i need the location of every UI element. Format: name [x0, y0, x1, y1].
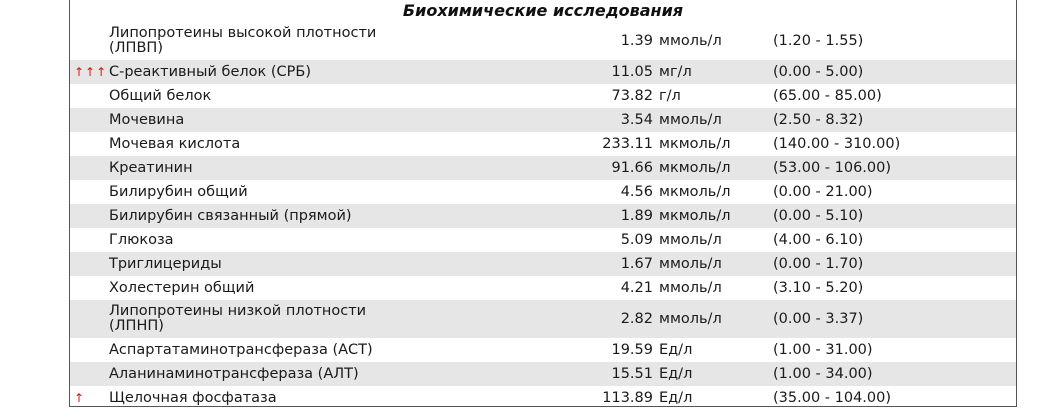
test-name: Общий белок	[109, 88, 212, 104]
test-value: 73.82	[611, 88, 653, 104]
test-value: 1.67	[620, 256, 653, 272]
test-unit: мкмоль/л	[659, 136, 731, 152]
test-value: 3.54	[620, 112, 653, 128]
test-value: 4.21	[620, 280, 653, 296]
test-unit: мкмоль/л	[659, 208, 731, 224]
test-name: Билирубин общий	[109, 184, 248, 200]
test-name: Аспартатаминотрансфераза (АСТ)	[109, 342, 373, 358]
result-row	[70, 252, 1016, 276]
test-value: 2.82	[620, 311, 653, 327]
reference-range: (65.00 - 85.00)	[773, 88, 882, 104]
reference-range: (0.00 - 21.00)	[773, 184, 873, 200]
test-unit: мкмоль/л	[659, 160, 731, 176]
test-name: Мочевина	[109, 112, 185, 128]
result-row	[70, 386, 1016, 410]
reference-range: (1.20 - 1.55)	[773, 33, 864, 49]
results-rows	[70, 22, 1016, 410]
test-unit: ммоль/л	[659, 232, 722, 248]
test-value: 4.56	[620, 184, 653, 200]
test-value: 1.89	[620, 208, 653, 224]
test-name: Липопротеины высокой плотности (ЛПВП)	[109, 25, 377, 56]
reference-range: (0.00 - 5.10)	[773, 208, 864, 224]
reference-range: (0.00 - 3.37)	[773, 311, 864, 327]
result-row	[70, 132, 1016, 156]
result-row	[70, 338, 1016, 362]
section-title: Биохимические исследования	[402, 1, 684, 20]
result-row	[70, 22, 1016, 60]
result-row	[70, 84, 1016, 108]
reference-range: (3.10 - 5.20)	[773, 280, 864, 296]
reference-range: (1.00 - 34.00)	[773, 366, 873, 382]
test-unit: ммоль/л	[659, 33, 722, 49]
result-row	[70, 60, 1016, 84]
test-value: 19.59	[611, 342, 653, 358]
abnormal-flag: ↑↑↑	[74, 65, 108, 79]
test-name: Липопротеины низкой плотности (ЛПНП)	[109, 303, 367, 334]
abnormal-flag: ↑	[74, 391, 86, 405]
reference-range: (2.50 - 8.32)	[773, 112, 864, 128]
lab-results-table	[69, 0, 1017, 407]
result-row	[70, 204, 1016, 228]
test-value: 1.39	[620, 33, 653, 49]
reference-range: (1.00 - 31.00)	[773, 342, 873, 358]
reference-range: (140.00 - 310.00)	[773, 136, 901, 152]
test-name: Мочевая кислота	[109, 136, 241, 152]
result-row	[70, 362, 1016, 386]
test-unit: Ед/л	[659, 366, 693, 382]
test-name: С-реактивный белок (СРБ)	[109, 64, 312, 80]
reference-range: (53.00 - 106.00)	[773, 160, 892, 176]
test-unit: ммоль/л	[659, 112, 722, 128]
result-row	[70, 276, 1016, 300]
test-value: 113.89	[602, 390, 653, 406]
test-value: 91.66	[611, 160, 653, 176]
test-name: Холестерин общий	[109, 280, 255, 296]
test-unit: ммоль/л	[659, 280, 722, 296]
test-unit: Ед/л	[659, 342, 693, 358]
test-unit: г/л	[659, 88, 681, 104]
test-value: 233.11	[602, 136, 653, 152]
test-unit: Ед/л	[659, 390, 693, 406]
test-value: 15.51	[611, 366, 653, 382]
test-name: Билирубин связанный (прямой)	[109, 208, 352, 224]
test-unit: мг/л	[659, 64, 692, 80]
test-value: 11.05	[611, 64, 653, 80]
test-unit: мкмоль/л	[659, 184, 731, 200]
reference-range: (0.00 - 1.70)	[773, 256, 864, 272]
reference-range: (35.00 - 104.00)	[773, 390, 892, 406]
result-row	[70, 180, 1016, 204]
reference-range: (4.00 - 6.10)	[773, 232, 864, 248]
test-unit: ммоль/л	[659, 256, 722, 272]
reference-range: (0.00 - 5.00)	[773, 64, 864, 80]
result-row	[70, 156, 1016, 180]
result-row	[70, 228, 1016, 252]
result-row	[70, 300, 1016, 338]
test-name: Глюкоза	[109, 232, 174, 248]
test-name: Триглицериды	[109, 256, 222, 272]
test-name: Аланинаминотрансфераза (АЛТ)	[109, 366, 359, 382]
result-row	[70, 108, 1016, 132]
test-name: Креатинин	[109, 160, 193, 176]
test-unit: ммоль/л	[659, 311, 722, 327]
test-name: Щелочная фосфатаза	[109, 390, 277, 406]
test-value: 5.09	[620, 232, 653, 248]
